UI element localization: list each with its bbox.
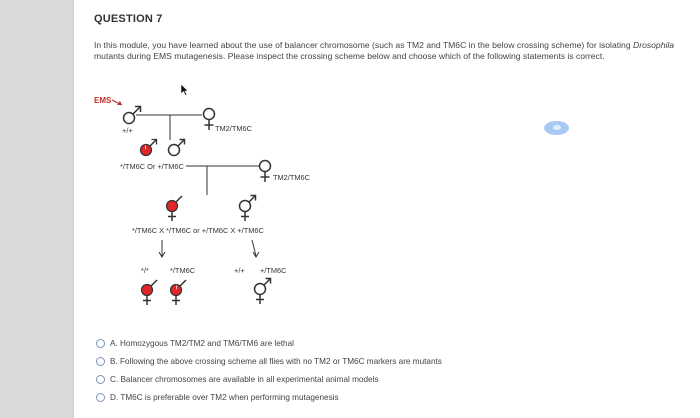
answer-label-c: C. Balancer chromosomes are available in all experimental animal models — [110, 374, 379, 384]
answer-label-b: B. Following the above crossing scheme all flies with no TM2 or TM6C markers are mutants — [110, 356, 442, 366]
answer-label-a: A. Homozygous TM2/TM2 and TM6/TM6 are lethal — [110, 338, 294, 348]
question-card — [73, 0, 700, 418]
ems-label: EMS — [94, 96, 112, 105]
f3-left-genotype-b: */TM6C — [170, 266, 196, 275]
f2-cross-genotypes: */TM6C X */TM6C or +/TM6C X +/TM6C — [132, 226, 264, 235]
f3-left-genotype-a: */* — [141, 266, 149, 275]
f3-mutant-hom-icon — [142, 280, 158, 305]
answer-option-a[interactable] — [96, 334, 442, 352]
f1-genotypes: */TM6C Or +/TM6C — [120, 162, 184, 171]
p-female-genotype: TM2/TM6C — [215, 124, 252, 133]
answer-option-c[interactable] — [96, 370, 442, 388]
f1-female-symbol-icon — [260, 161, 271, 183]
answer-option-b[interactable] — [96, 352, 442, 370]
f1-mutant-male-icon — [141, 140, 157, 156]
answer-options — [96, 334, 442, 406]
radio-button-b[interactable] — [96, 357, 105, 366]
f2-mutant-female-icon — [167, 196, 183, 221]
question-text-part-1: In this module, you have learned about the use of balancer chromosome (such as TM2 and TM6C in the below crossing scheme) for isolating — [94, 40, 633, 50]
answer-option-d[interactable] — [96, 388, 442, 406]
f2-female-icon — [240, 196, 256, 222]
question-text-part-2: mutants during EMS mutagenesis. Please inspect the crossing scheme below and choose which of the following statements is correct. — [94, 50, 605, 61]
p-female-symbol-icon — [204, 109, 215, 131]
highlight-blob — [544, 121, 569, 135]
f2-to-f3-arrow-left — [159, 240, 165, 257]
ems-arrow-icon — [112, 100, 122, 105]
radio-button-a[interactable] — [96, 339, 105, 348]
f3-wildtype-icon — [255, 279, 271, 305]
f3-mutant-het-icon — [171, 280, 187, 305]
f2-to-f3-arrow-right — [252, 240, 259, 257]
f1-male-icon — [169, 140, 185, 156]
radio-button-c[interactable] — [96, 375, 105, 384]
question-title: QUESTION 7 — [94, 13, 163, 25]
answer-label-d: D. TM6C is preferable over TM2 when performing mutagenesis — [110, 392, 339, 402]
f3-right-genotype-a: +/+ — [234, 266, 245, 275]
species-name: Drosophila — [633, 40, 675, 50]
f3-right-genotype-b: +/TM6C — [260, 266, 287, 275]
f1-female-genotype: TM2/TM6C — [273, 173, 310, 182]
p-male-genotype: +/+ — [122, 126, 133, 135]
radio-button-d[interactable] — [96, 393, 105, 402]
